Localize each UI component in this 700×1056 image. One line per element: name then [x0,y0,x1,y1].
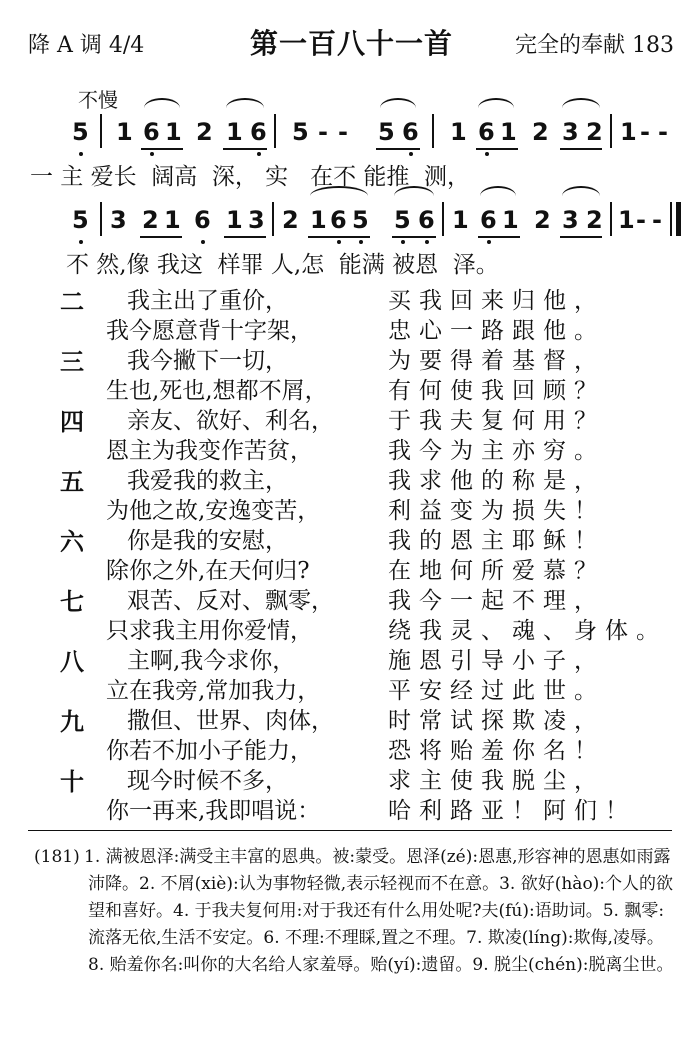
low-octave-dot [79,152,83,156]
note: - [318,118,328,146]
low-octave-dot [425,240,429,244]
note: 1 [226,118,243,146]
note: 6 [402,118,419,146]
barline [610,114,612,148]
final-barline-thin [670,202,672,236]
lyrics-line: 一 主 爱长 阔高 深， 实 在不 能推 测， [30,164,471,190]
note: 6 [250,118,267,146]
hymn-title: 第一百八十一首 [250,27,454,60]
verse [60,642,660,702]
note: 1 [502,206,519,234]
footnote-divider [28,830,672,831]
note: 5 [72,118,89,146]
low-octave-dot [409,152,413,156]
verse-line: 我今为主亦穷。 [388,438,605,464]
note: - [338,118,348,146]
note: 6 [330,206,347,234]
verse [60,582,667,644]
verse-number: 十 [60,768,84,796]
note: 2 [282,206,299,234]
note: 3 [248,206,265,234]
verse-list [60,282,667,824]
note: 5 [378,118,395,146]
verse-line: 有何使我回顾？ [388,378,605,404]
note: 2 [142,206,159,234]
low-octave-dot [79,240,83,244]
lyrics-line: 不 然,像 我这 样罪 人,怎 能满 被恩 泽。 [66,252,499,278]
verse-line: 平安经过此世。 [388,678,605,704]
note: 6 [418,206,435,234]
note: - [640,118,650,146]
note: 2 [196,118,213,146]
verse-line: 利益变为损失！ [388,498,605,524]
note: - [658,118,668,146]
note: 6 [194,206,211,234]
low-octave-dot [150,152,154,156]
verse-line: 我的恩主耶稣！ [388,528,605,554]
verse-line: 绕我灵、魂、身体。 [388,618,667,644]
verse-line: 求主使我脱尘， [388,768,605,794]
verse-line: 你若不加小子能力， [106,738,313,764]
note: 1 [226,206,243,234]
verse-line: 为要得着基督， [388,348,605,374]
note: 5 [292,118,309,146]
footnote-body: 1. 满被恩泽:满受主丰富的恩典。被:蒙受。恩泽(zé):恩惠,形容神的恩惠如雨露沛降。2. 不屑(xiè):认为事物轻微,表示轻视而不在意。3. 欲好(hào):个人的欲望和喜好。4. 于我夫复何用:对于我还有什么用处呢?夫(fú):语助词。5. 飘零:流落无依,生活不安定。6. 不理:不理睬,置之不理。7. 欺凌(líng):欺侮,凌辱。8. 贻羞你名:叫你的大名给人家羞辱。贻(yí):遗留。9. 脱尘(chén):脱离尘世。 [84,847,674,975]
verse-line: 我今撇下一切， [127,348,288,374]
verse-line: 买我回来归他， [388,288,605,314]
verse-line: 我今一起不理， [388,588,605,614]
note: 1 [116,118,133,146]
note: 1 [618,206,635,234]
barline [442,202,444,236]
note: 6 [480,206,497,234]
barline [100,202,102,236]
note: 1 [500,118,517,146]
low-octave-dot [337,240,341,244]
verse-line: 你一再来,我即唱说： [106,798,321,824]
slur [144,98,180,118]
category-label: 完全的奉献 [514,33,625,58]
notation-row [0,200,700,240]
verse-line: 只求我主用你爱情， [106,618,313,644]
verse-line: 我主出了重价， [127,288,288,314]
low-octave-dot [485,152,489,156]
note: 1 [452,206,469,234]
verse-number: 七 [60,588,84,616]
eighth-underline [223,148,267,150]
verse-line: 恩主为我变作苦贫， [106,438,313,464]
verse-line: 恐将贻羞你名！ [388,738,605,764]
verse-line: 你是我的安慰， [127,528,288,554]
note: 1 [310,206,327,234]
verse-line: 施恩引导小子， [388,648,605,674]
slur [394,186,434,206]
slur [226,98,264,118]
verse-number: 九 [60,708,84,736]
verse [60,402,660,462]
eighth-underline [560,148,602,150]
note: - [652,206,662,234]
verse-number: 六 [60,528,84,556]
verse-number: 四 [60,408,84,436]
notation-row [0,112,700,152]
page-number: 183 [632,33,674,58]
slur [562,186,600,206]
note: 5 [394,206,411,234]
verse-number: 二 [60,288,84,316]
eighth-underline [560,236,602,238]
page-header [0,22,700,62]
eighth-underline [141,148,183,150]
note: 3 [110,206,127,234]
verse-line: 哈利路亚！阿们！ [388,798,636,824]
verse-line: 我今愿意背十字架， [106,318,313,344]
verse-line: 生也,死也,想都不屑， [106,378,328,404]
footnote-label: (181) [34,847,80,867]
slur [310,186,368,206]
verse-line: 现今时候不多， [127,768,288,794]
tempo-marking: 不慢 [78,88,118,112]
barline [272,202,274,236]
low-octave-dot [257,152,261,156]
note: - [636,206,646,234]
verse [60,522,660,582]
verse-number: 三 [60,348,84,376]
verse [60,702,660,762]
footnotes [34,844,674,979]
barline [100,114,102,148]
verse-line: 为他之故,安逸变苦， [106,498,321,524]
final-barline-thick [676,202,681,236]
note: 2 [586,206,603,234]
low-octave-dot [359,240,363,244]
eighth-underline [376,148,420,150]
verse [60,762,660,822]
eighth-underline [392,236,436,238]
eighth-underline [140,236,182,238]
verse-line: 在地何所爱慕？ [388,558,605,584]
key-signature: 降 A 调 4/4 [28,33,145,58]
low-octave-dot [401,240,405,244]
verse-line: 撒但、世界、肉体， [127,708,334,734]
note: 5 [352,206,369,234]
note: 2 [586,118,603,146]
eighth-underline [478,236,520,238]
barline [274,114,276,148]
verse-line: 我爱我的救主， [127,468,288,494]
verse-line: 我求他的称是， [388,468,605,494]
verse-line: 时常试探欺凌， [388,708,605,734]
note: 1 [165,118,182,146]
verse-line: 艰苦、反对、飘零， [127,588,334,614]
low-octave-dot [487,240,491,244]
note: 5 [72,206,89,234]
verse-line: 除你之外,在天何归? [106,558,310,584]
slur [562,98,600,118]
note: 1 [164,206,181,234]
barline [432,114,434,148]
verse-line: 于我夫复何用？ [388,408,605,434]
note: 1 [620,118,637,146]
note: 2 [534,206,551,234]
low-octave-dot [201,240,205,244]
verse-line: 忠心一路跟他。 [388,318,605,344]
slur [480,186,516,206]
eighth-underline [476,148,518,150]
header-right [515,28,674,59]
verse-line: 亲友、欲好、利名， [127,408,334,434]
verse [60,282,660,342]
note: 6 [478,118,495,146]
note: 3 [562,206,579,234]
eighth-underline [224,236,266,238]
note: 2 [532,118,549,146]
barline [610,202,612,236]
verse-number: 八 [60,648,84,676]
note: 1 [450,118,467,146]
slur [478,98,514,118]
verse-line: 主啊,我今求你， [127,648,296,674]
verse [60,342,660,402]
verse-number: 五 [60,468,84,496]
note: 6 [143,118,160,146]
eighth-underline [308,236,370,238]
verse-line: 立在我旁,常加我力， [106,678,321,704]
note: 3 [562,118,579,146]
slur [380,98,416,118]
verse [60,462,660,522]
